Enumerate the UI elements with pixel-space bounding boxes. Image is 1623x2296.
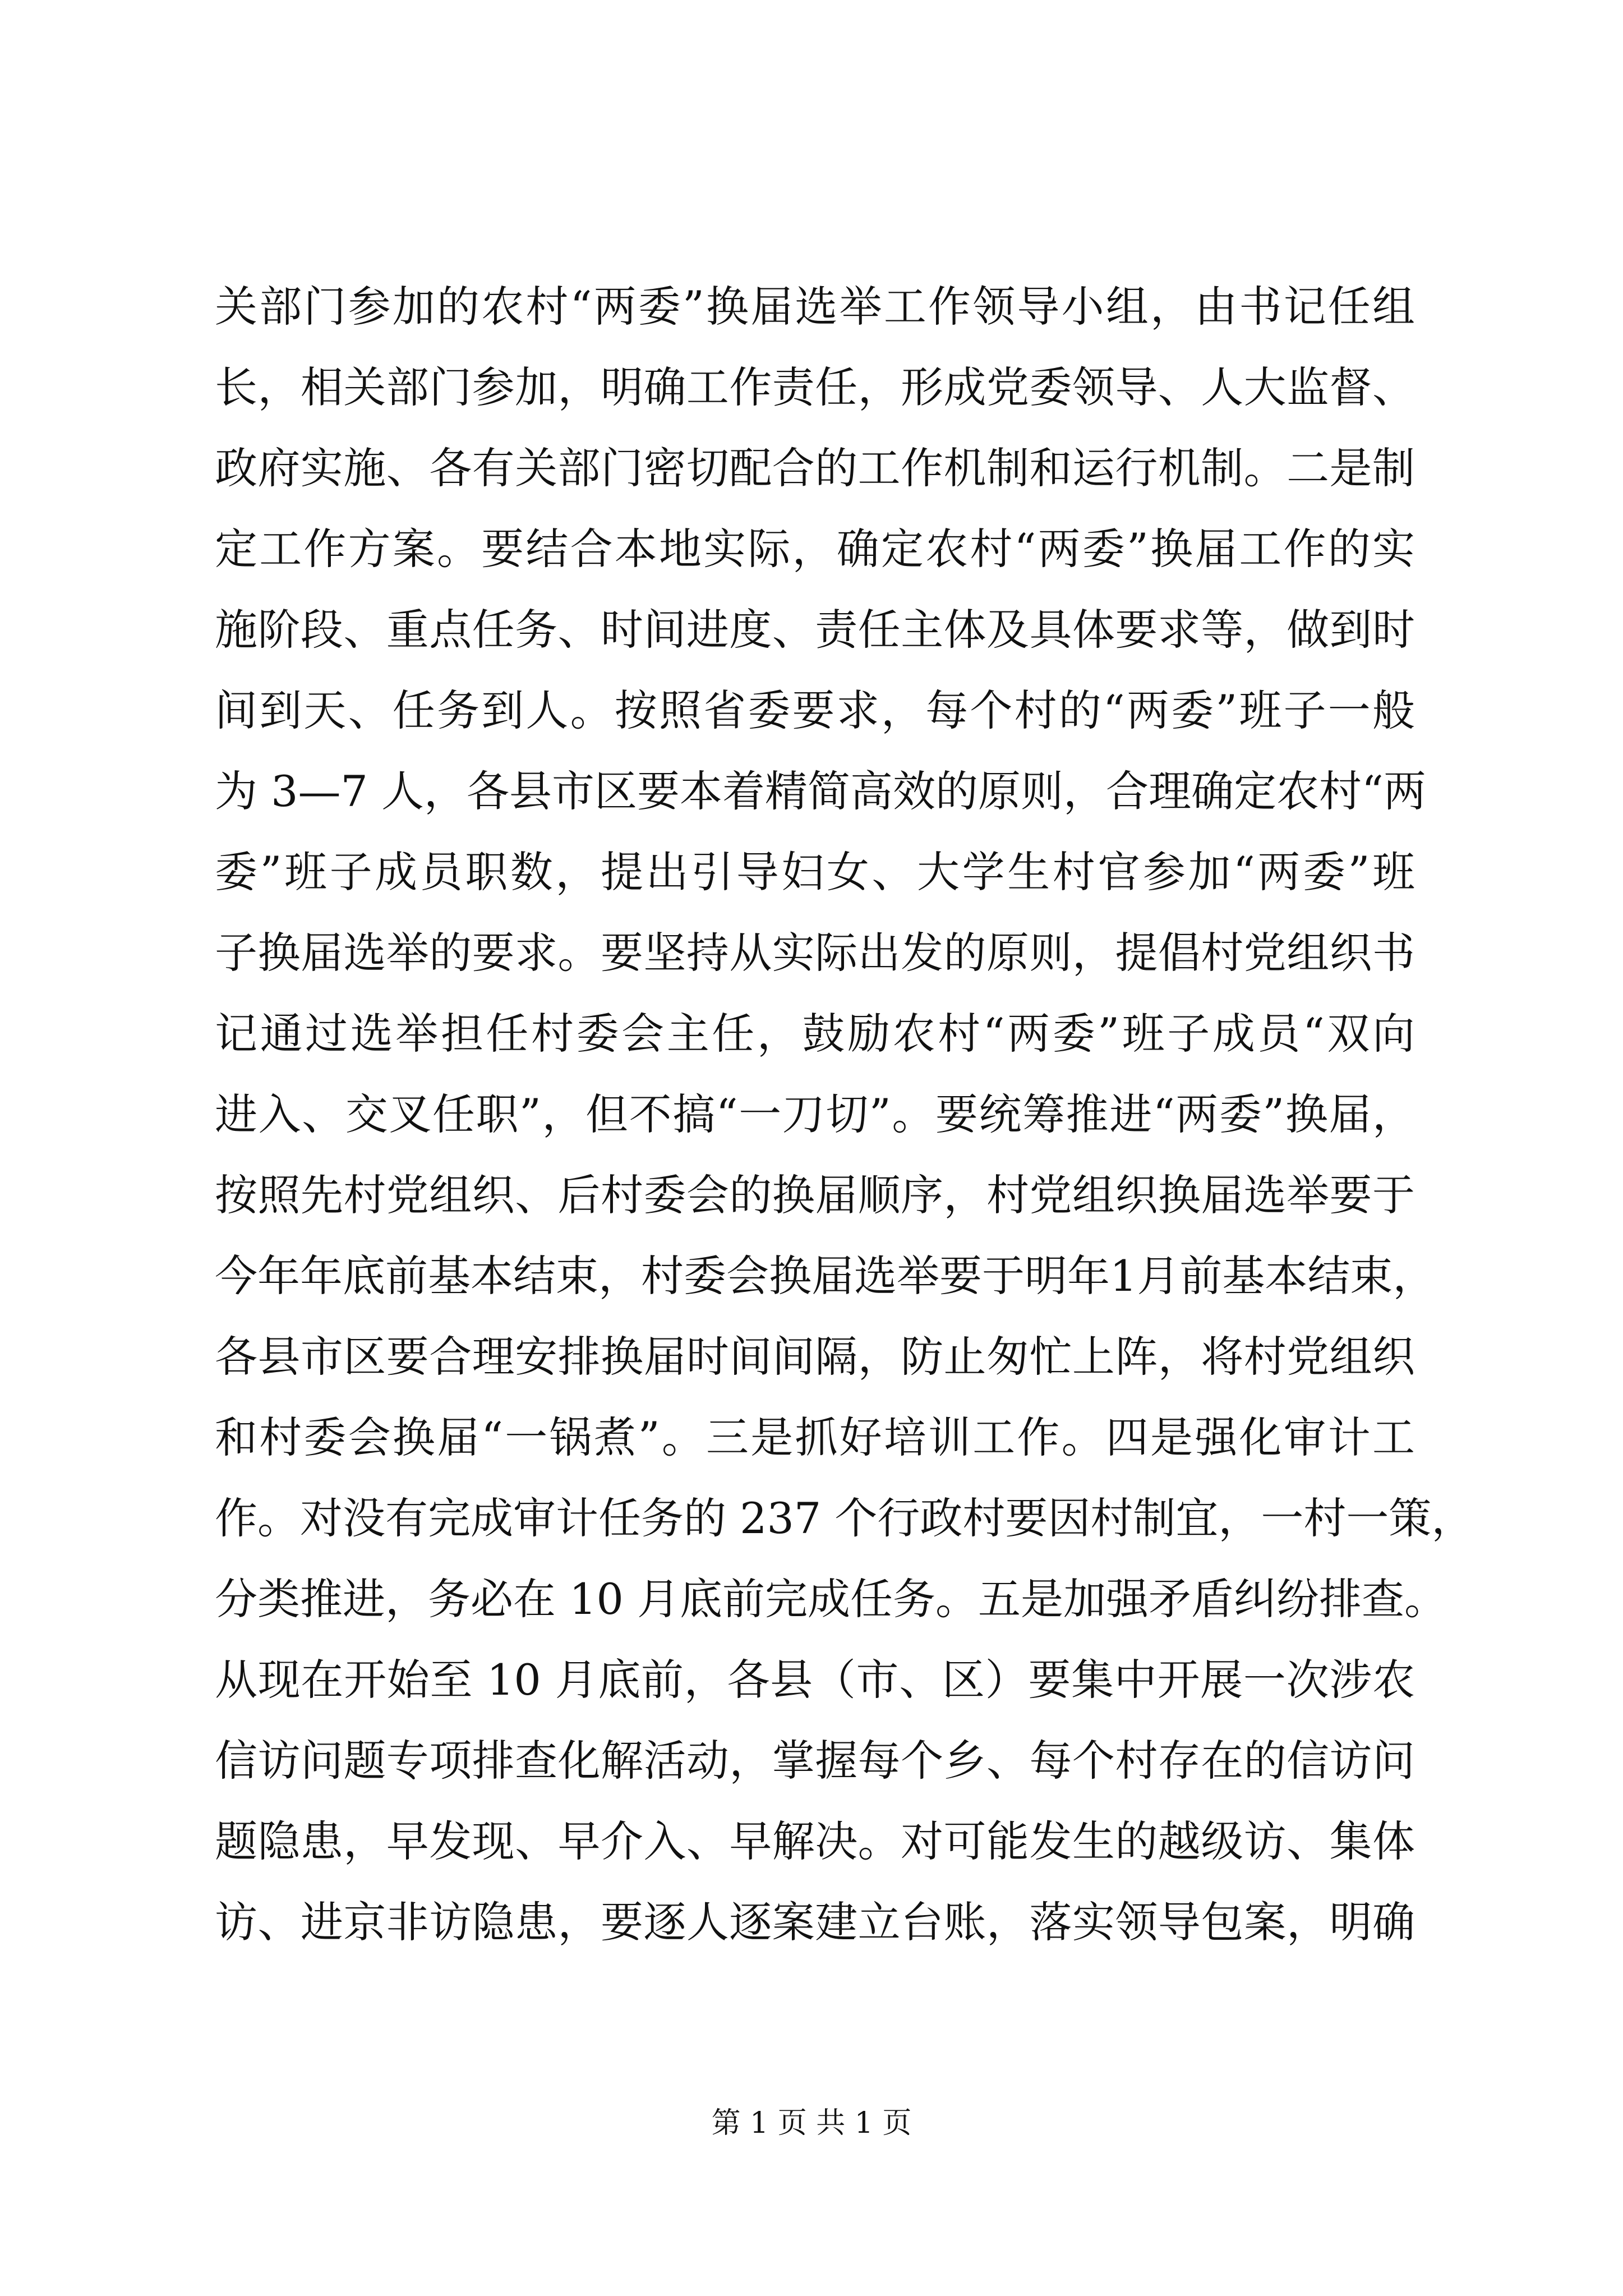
text-line: 题隐患，早发现、早介入、早解决。对可能发生的越级访、集体 (215, 1816, 1415, 1866)
text-line: 按照先村党组织、后村委会的换届顺序，村党组织换届选举要于 (215, 1170, 1415, 1220)
text-line: 定工作方案。要结合本地实际，确定农村“两委”换届工作的实 (215, 524, 1415, 574)
text-line: 访、进京非访隐患，要逐人逐案建立台账，落实领导包案，明确 (215, 1897, 1415, 1947)
text-line: 施阶段、重点任务、时间进度、责任主体及具体要求等，做到时 (215, 605, 1415, 655)
text-line: 作。对没有完成审计任务的 237 个行政村要因村制宜，一村一策， (215, 1493, 1474, 1543)
text-line: 记通过选举担任村委会主任，鼓励农村“两委”班子成员“双向 (215, 1009, 1415, 1059)
body-text (215, 266, 1474, 1963)
text-line: 政府实施、各有关部门密切配合的工作机制和运行机制。二是制 (215, 443, 1415, 493)
text-line: 委”班子成员职数，提出引导妇女、大学生村官参加“两委”班 (215, 847, 1415, 897)
text-line: 和村委会换届“一锅煮”。三是抓好培训工作。四是强化审计工 (215, 1412, 1415, 1462)
text-line: 各县市区要合理安排换届时间间隔，防止匆忙上阵，将村党组织 (215, 1332, 1415, 1382)
page-footer: 第 1 页 共 1 页 (711, 2106, 912, 2140)
text-line: 间到天、任务到人。按照省委要求，每个村的“两委”班子一般 (215, 685, 1415, 735)
text-line: 从现在开始至 10 月底前，各县（市、区）要集中开展一次涉农 (215, 1655, 1415, 1705)
text-line: 信访问题专项排查化解活动，掌握每个乡、每个村存在的信访问 (215, 1736, 1415, 1786)
text-line: 为 3—7 人，各县市区要本着精简高效的原则，合理确定农村“两 (215, 766, 1426, 816)
text-line: 进入、交叉任职”，但不搞“一刀切”。要统筹推进“两委”换届， (215, 1089, 1415, 1139)
text-line: 关部门参加的农村“两委”换届选举工作领导小组，由书记任组 (215, 282, 1415, 332)
text-line: 长，相关部门参加，明确工作责任，形成党委领导、人大监督、 (215, 362, 1415, 412)
text-line: 分类推进，务必在 10 月底前完成任务。五是加强矛盾纠纷排查。 (215, 1574, 1447, 1624)
text-line: 今年年底前基本结束，村委会换届选举要于明年1月前基本结束， (215, 1251, 1436, 1301)
text-line: 子换届选举的要求。要坚持从实际出发的原则，提倡村党组织书 (215, 928, 1415, 978)
